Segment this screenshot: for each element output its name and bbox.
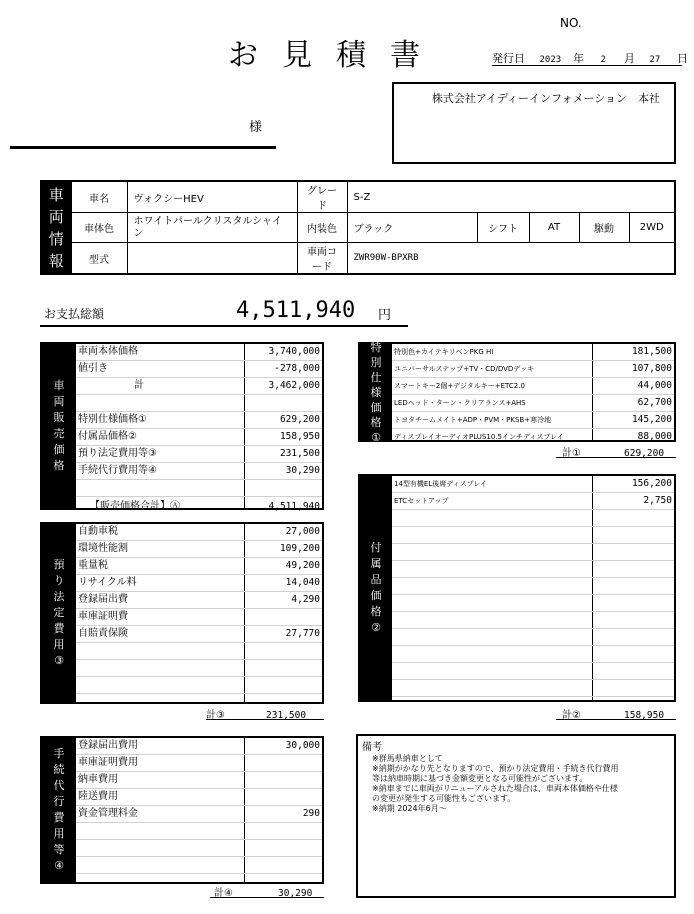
legal-row	[76, 575, 322, 592]
procedure-row-name: 車庫証明費用	[78, 757, 138, 768]
shift-label: シフト	[477, 213, 529, 243]
accessories-row	[392, 476, 674, 493]
procedure-row-empty	[76, 840, 322, 857]
legal-row-value: 4,290	[291, 594, 320, 605]
sales-rows	[76, 344, 322, 512]
accessories-row-empty	[392, 629, 674, 646]
procedure-row	[76, 738, 322, 755]
car-name-label: 車名	[71, 181, 127, 213]
legal-row-name: 自賠責保険	[78, 628, 128, 639]
sales-row	[76, 378, 322, 395]
legal-row	[76, 541, 322, 558]
legal-subtotal-label: 計③	[206, 710, 225, 721]
special-rows	[392, 344, 674, 440]
model-label: 型式	[71, 243, 127, 275]
special-row-name: ディスプレイオーディオPLUS10.5インチディスプレイ	[394, 433, 564, 441]
sales-price-block	[40, 342, 324, 510]
procedure-row-empty	[76, 823, 322, 840]
legal-row-value: 109,200	[279, 543, 320, 554]
accessories-row-empty	[392, 646, 674, 663]
sales-row-value: 231,500	[279, 448, 320, 459]
special-subtotal-label: 計①	[562, 448, 581, 459]
special-side-label	[360, 340, 392, 444]
car-name-value: ヴォクシーHEV	[127, 181, 297, 213]
date-underline	[492, 65, 682, 66]
accessories-row-empty	[392, 612, 674, 629]
special-spec-block	[358, 342, 676, 442]
legal-row-name: 自動車税	[78, 526, 118, 537]
sales-row-name: 値引き	[78, 363, 108, 374]
sales-row-name: 手続代行費用等④	[78, 465, 157, 476]
accessories-row-value: 2,750	[643, 495, 672, 506]
notes-box	[356, 734, 676, 898]
sales-side-label	[42, 344, 76, 508]
procedure-subtotal-label: 計④	[214, 888, 233, 899]
procedure-row-name: 登録届出費用	[78, 740, 138, 751]
legal-row	[76, 524, 322, 541]
sales-row	[76, 429, 322, 446]
sales-row	[76, 395, 322, 412]
special-row-value: 145,200	[631, 414, 672, 425]
sales-row	[76, 446, 322, 463]
special-subtotal-line	[556, 457, 676, 458]
procedure-row-name: 陸送費用	[78, 791, 118, 802]
special-row-value: 107,800	[631, 363, 672, 374]
accessories-row-empty	[392, 595, 674, 612]
issue-month-unit: 月	[624, 52, 635, 65]
sales-row-name: 計	[134, 380, 144, 391]
procedure-subtotal-value: 30,290	[278, 888, 313, 899]
drive-label: 駆動	[579, 213, 629, 243]
notes-line: ※納期 2024年6月～	[372, 804, 447, 813]
special-row-value: 44,000	[637, 380, 672, 391]
accessories-row-empty	[392, 680, 674, 697]
notes-line: ※群馬県納車として	[372, 754, 443, 763]
issue-year: 2023	[539, 55, 562, 65]
accessories-side-text: 付属品価格②	[370, 541, 382, 634]
issue-date	[492, 50, 688, 66]
procedure-row	[76, 806, 322, 823]
total-unit: 円	[378, 308, 392, 323]
special-row-name: ユニバーサルステップ+TV・CD/DVDデッキ	[394, 365, 535, 373]
special-row	[392, 344, 674, 361]
sales-row-value: -278,000	[274, 363, 320, 374]
drive-value: 2WD	[629, 213, 675, 243]
notes-line: 等は納車時期に基づき金額変更となる可能性がございます。	[372, 774, 588, 783]
sales-row	[76, 344, 322, 361]
grade-label: グレード	[297, 181, 347, 213]
procedure-row	[76, 789, 322, 806]
legal-row-empty	[76, 677, 322, 694]
legal-fees-block	[40, 522, 324, 704]
special-row-value: 62,700	[637, 397, 672, 408]
notes-body	[372, 754, 619, 814]
procedure-row	[76, 755, 322, 772]
special-side-text: 特別仕様価格①	[370, 340, 382, 444]
interior-label: 内装色	[297, 213, 347, 243]
total-label: お支払総額	[44, 307, 105, 321]
legal-row	[76, 558, 322, 575]
accessories-row-empty	[392, 544, 674, 561]
special-row-name: LEDヘッド・ターン・クリアランス+AHS	[394, 399, 526, 407]
special-row-value: 181,500	[631, 346, 672, 357]
notes-line: ※納車までに車両がリニューアルされた場合は、車両本体価格や仕様	[372, 784, 618, 793]
legal-subtotal-value: 231,500	[266, 710, 307, 721]
issue-year-unit: 年	[573, 52, 584, 65]
accessories-subtotal-label: 計②	[562, 710, 581, 721]
total-underline	[40, 325, 408, 327]
vehicle-code-value: ZWR90W-BPXRB	[347, 243, 675, 275]
accessories-row-empty	[392, 527, 674, 544]
accessories-block	[358, 474, 676, 702]
procedure-rows	[76, 738, 322, 882]
sales-row	[76, 480, 322, 497]
legal-row-name: リサイクル料	[78, 577, 137, 588]
sales-row-name: 車両本体価格	[78, 346, 138, 357]
procedure-row	[76, 772, 322, 789]
accessories-side-label	[360, 476, 392, 700]
sales-row-value: 30,290	[285, 465, 320, 476]
procedure-fees-block	[40, 736, 324, 884]
interior-value: ブラック	[347, 213, 477, 243]
estimate-number-label: NO.	[560, 16, 582, 30]
sales-row-value: 158,950	[279, 431, 320, 442]
total-value: 4,511,940	[236, 298, 356, 323]
legal-subtotal-line	[206, 719, 324, 720]
issue-date-label: 発行日	[492, 52, 525, 65]
accessories-subtotal-value: 158,950	[624, 710, 665, 721]
special-row-name: トヨタチームメイト+ADP・PVM・PKSB+寒冷地	[394, 416, 552, 424]
company-name: 株式会社アイディーインフォメーション 本社	[431, 92, 660, 105]
legal-row-name: 登録届出費	[78, 594, 128, 605]
notes-line: の変更が発生する可能性もございます。	[372, 794, 516, 803]
notes-line: ※納期がかなり先となりますので、預かり法定費用・手続き代行費用	[372, 764, 619, 773]
legal-row-name: 車庫証明費	[78, 611, 128, 622]
sales-total-name: 【販売価格合計】Ⓐ	[90, 501, 180, 512]
grade-value: S-Z	[347, 181, 675, 213]
legal-row	[76, 609, 322, 626]
vehicle-code-label: 車両コード	[297, 243, 347, 275]
legal-row-value: 27,770	[285, 628, 320, 639]
vehicle-info-side-label	[41, 181, 71, 274]
accessories-subtotal-line	[556, 719, 676, 720]
accessories-row-name: 14型有機EL後席ディスプレイ	[394, 480, 488, 488]
procedure-row-name: 資金管理料金	[78, 808, 138, 819]
accessories-row-empty	[392, 561, 674, 578]
accessories-rows	[392, 476, 674, 700]
procedure-row-value: 290	[302, 808, 320, 819]
special-subtotal-value: 629,200	[624, 448, 665, 459]
issue-month: 2	[600, 55, 606, 65]
accessories-row-empty	[392, 663, 674, 680]
legal-row-empty	[76, 660, 322, 677]
sales-row-name: 付属品価格②	[78, 431, 137, 442]
special-row-name: 特別色+カイテキリベンPKG HI	[394, 348, 494, 356]
customer-name-line	[10, 146, 276, 149]
legal-side-label	[42, 524, 76, 702]
accessories-row-name: ETCセットアップ	[394, 497, 449, 505]
procedure-row-name: 納車費用	[78, 774, 118, 785]
procedure-row-empty	[76, 857, 322, 874]
legal-row-name: 環境性能割	[78, 543, 128, 554]
issue-day: 27	[649, 55, 661, 65]
special-row-name: スマートキー2個+デジタルキー+ETC2.0	[394, 382, 525, 390]
legal-row	[76, 592, 322, 609]
sales-row-value: 3,740,000	[268, 346, 320, 357]
model-value	[127, 243, 297, 275]
sales-row-value: 3,462,000	[268, 380, 320, 391]
legal-side-text: 預り法定費用③	[53, 558, 65, 667]
sales-row	[76, 361, 322, 378]
accessories-row	[392, 493, 674, 510]
vehicle-info-side-text: 車両情報	[48, 185, 64, 270]
special-row-value: 88,000	[637, 431, 672, 442]
notes-label: 備考	[362, 742, 382, 753]
procedure-side-text: 手続代行費用等④	[53, 747, 65, 872]
sales-row-name: 特別仕様価格①	[78, 414, 147, 425]
special-row	[392, 412, 674, 429]
sales-row-value: 629,200	[279, 414, 320, 425]
accessories-row-empty	[392, 578, 674, 595]
legal-row-value: 27,000	[285, 526, 320, 537]
sales-row	[76, 463, 322, 480]
special-row	[392, 429, 674, 445]
legal-row-empty	[76, 643, 322, 660]
company-box	[392, 82, 676, 164]
sales-side-text: 車両販売価格	[53, 379, 65, 472]
legal-row-value: 49,200	[285, 560, 320, 571]
shift-value: AT	[529, 213, 579, 243]
color-value: ホワイトパールクリスタルシャイン	[127, 213, 297, 243]
legal-rows	[76, 524, 322, 702]
procedure-subtotal-line	[210, 897, 324, 898]
special-row	[392, 378, 674, 395]
procedure-side-label	[42, 738, 76, 882]
accessories-row-value: 156,200	[631, 478, 672, 489]
color-label: 車体色	[71, 213, 127, 243]
procedure-row-value: 30,000	[285, 740, 320, 751]
special-row	[392, 361, 674, 378]
customer-honorific: 様	[249, 120, 263, 135]
legal-row-name: 重量税	[78, 560, 108, 571]
sales-row	[76, 412, 322, 429]
special-row	[392, 395, 674, 412]
sales-row-name: 預り法定費用等③	[78, 448, 157, 459]
sales-total-value: 4,511,940	[268, 501, 320, 512]
vehicle-info-table	[40, 180, 676, 275]
legal-row-value: 14,040	[285, 577, 320, 588]
legal-row	[76, 626, 322, 643]
sales-total-row	[76, 497, 322, 517]
issue-day-unit: 日	[677, 52, 688, 65]
accessories-row-empty	[392, 510, 674, 527]
document-title: お見積書	[228, 38, 444, 73]
